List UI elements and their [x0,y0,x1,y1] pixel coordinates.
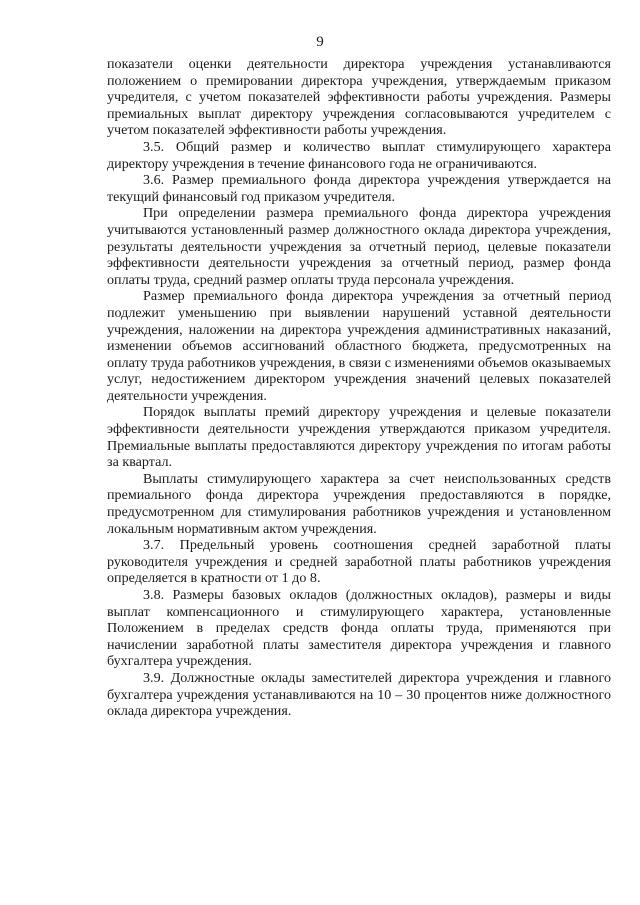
paragraph-unused-funds-payments: Выплаты стимулирующего характера за счет неиспользованных средств премиального фонда директора учреждения предоставляются в порядке, предусмотренном для стимулирования работников учреждения и установленном локальным нормативным актом учреждения. [107,470,611,537]
paragraph-premium-fund-reduction: Размер премиального фонда директора учреждения за отчетный период подлежит уменьшению при выявлении нарушений уставной деятельности учреждения, наложении на директора учреждения административных наказаний, изменении объемов ассигнований областного бюджета, предусмотренных на оплату труда работников учреждения, в связи с изменениями объемов оказываемых услуг, недостижением директором учреждения значений целевых показателей деятельности учреждения. [107,288,611,404]
paragraph-1: показатели оценки деятельности директора учреждения устанавливаются положением о премировании директора учреждения, утверждаемым приказом учредителя, с учетом показателей эффективности работы учреждения. Размеры премиальных выплат директору учреждения согласовываются учредителем с учетом показателей эффективности работы учреждения. [107,56,611,139]
paragraph-premium-payment-order: Порядок выплаты премий директору учреждения и целевые показатели эффективности деятельности учреждения утверждаются приказом учредителя. Премиальные выплаты предоставляются директору учреждения по итогам работы за квартал. [107,404,611,471]
paragraph-premium-fund-determination: При определении размера премиального фонда директора учреждения учитываются установленный размер должностного оклада директора учреждения, результаты деятельности учреждения за отчетный период, целевые показатели эффективности деятельности учреждения за отчетный период, размер фонда оплаты труда, средний размер оплаты труда персонала учреждения. [107,205,611,288]
paragraph-3-7: 3.7. Предельный уровень соотношения средней заработной платы руководителя учреждения и средней заработной платы работников учреждения определяется в кратности от 1 до 8. [107,537,611,587]
document-body [107,56,611,720]
paragraph-3-9: 3.9. Должностные оклады заместителей директора учреждения и главного бухгалтера учреждения устанавливаются на 10 – 30 процентов ниже должностного оклада директора учреждения. [107,669,611,720]
paragraph-3-6: 3.6. Размер премиального фонда директора учреждения утверждается на текущий финансовый год приказом учредителя. [107,172,611,205]
page-number: 9 [316,34,324,50]
paragraph-3-8: 3.8. Размеры базовых окладов (должностных окладов), размеры и виды выплат компенсационного и стимулирующего характера, установленные Положением в пределах средств фонда оплаты труда, применяются при начислении заработной платы заместителя директора учреждения и главного бухгалтера учреждения. [107,587,611,670]
paragraph-3-5: 3.5. Общий размер и количество выплат стимулирующего характера директору учреждения в течение финансового года не ограничиваются. [107,138,611,172]
